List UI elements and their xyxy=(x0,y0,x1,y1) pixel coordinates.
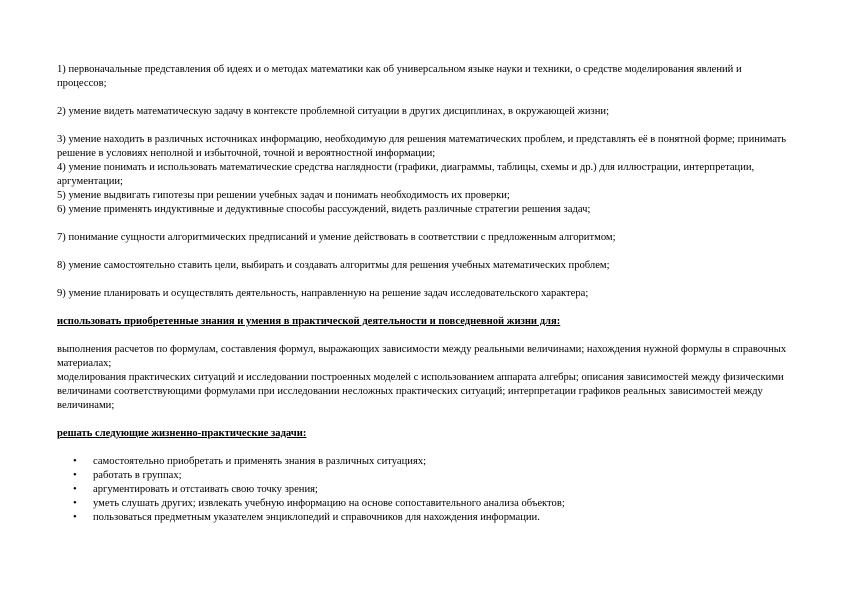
document-body xyxy=(57,63,787,525)
bullet-item: • уметь слушать других; извлекать учебную информацию на основе сопоставительного анализа объектов; xyxy=(73,498,565,509)
list-item-1: 1) первоначальные представления об идеях и о методах математики как об универсальном языке науки и техники, о средстве моделирования явлений и процессов; xyxy=(57,64,742,89)
list-item-3: 3) умение находить в различных источниках информацию, необходимую для решения математических проблем, и представлять её в понятной форме; принимать решение в условиях неполной и избыточной, точной и вероятностной информации; xyxy=(57,134,787,159)
list-item-6: 6) умение применять индуктивные и дедуктивные способы рассуждений, видеть различные стратегии решения задач; xyxy=(57,204,591,215)
list-item-9: 9) умение планировать и осуществлять деятельность, направленную на решение задач исследовательского характера; xyxy=(57,288,589,299)
list-item-8: 8) умение самостоятельно ставить цели, выбирать и создавать алгоритмы для решения учебных математических проблем; xyxy=(57,260,610,271)
section-heading-tasks: решать следующие жизненно-практические задачи: xyxy=(57,428,307,439)
practice-item-2: моделирования практических ситуаций и исследовании построенных моделей с использованием аппарата алгебры; описания зависимостей между физическими величинами соответствующими формулами при исследовании несложных практических ситуаций; интерпретации графиков реальных зависимостей между величинами; xyxy=(57,372,784,411)
list-item-2: 2) умение видеть математическую задачу в контексте проблемной ситуации в других дисциплинах, в окружающей жизни; xyxy=(57,106,610,117)
section-heading-practice: использовать приобретенные знания и умения в практической деятельности и повседневной жизни для: xyxy=(57,316,561,327)
bullet-list xyxy=(57,455,787,525)
bullet-item: • аргументировать и отстаивать свою точку зрения; xyxy=(73,484,318,495)
bullet-icon: • xyxy=(73,512,77,523)
bullet-icon: • xyxy=(73,456,77,467)
practice-item-1: выполнения расчетов по формулам, составления формул, выражающих зависимости между реальными величинами; нахождения нужной формулы в справочных материалах; xyxy=(57,344,787,369)
list-item-7: 7) понимание сущности алгоритмических предписаний и умение действовать в соответствии с предложенным алгоритмом; xyxy=(57,232,616,243)
bullet-item: • пользоваться предметным указателем энциклопедий и справочников для нахождения информации. xyxy=(73,512,540,523)
bullet-item: • работать в группах; xyxy=(73,470,182,481)
list-item-4: 4) умение понимать и использовать математические средства наглядности (графики, диаграммы, таблицы, схемы и др.) для иллюстрации, интерпретации, аргументации; xyxy=(57,162,755,187)
bullet-icon: • xyxy=(73,470,77,481)
bullet-icon: • xyxy=(73,484,77,495)
list-item-5: 5) умение выдвигать гипотезы при решении учебных задач и понимать необходимость их проверки; xyxy=(57,190,510,201)
bullet-item: • самостоятельно приобретать и применять знания в различных ситуациях; xyxy=(73,456,427,467)
bullet-icon: • xyxy=(73,498,77,509)
